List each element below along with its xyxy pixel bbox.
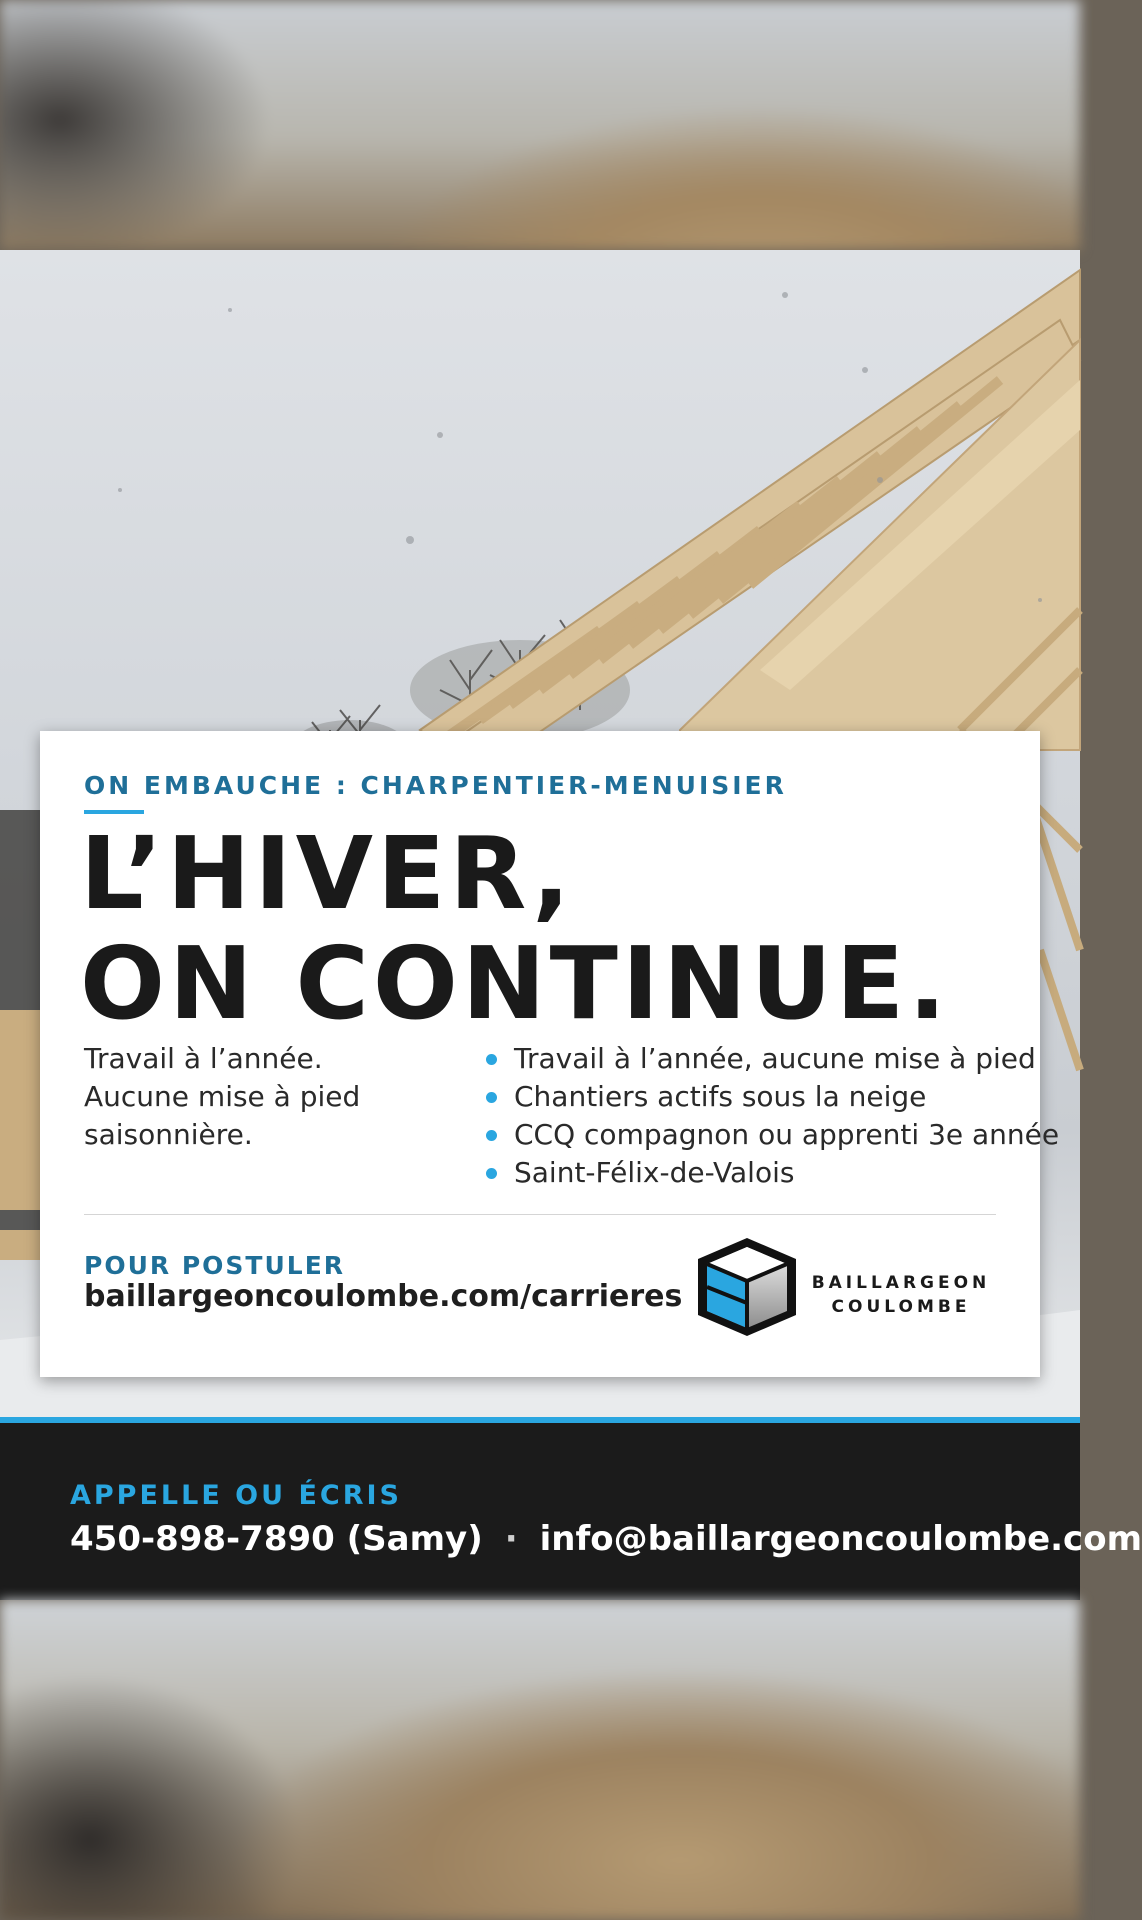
bullet-dot-icon (486, 1092, 497, 1103)
intro-line: Aucune mise à pied (84, 1080, 361, 1113)
intro-line: saisonnière. (84, 1118, 253, 1151)
contact-label: APPELLE OU ÉCRIS (70, 1480, 402, 1511)
benefit-text: CCQ compagnon ou apprenti 3e année (514, 1118, 1060, 1151)
headline (80, 815, 951, 1042)
contact-separator: · (504, 1519, 518, 1559)
logo-wordmark (806, 1271, 996, 1319)
benefit-text: Saint-Félix-de-Valois (514, 1156, 795, 1189)
intro-text (84, 1040, 424, 1154)
apply-label: POUR POSTULER (84, 1251, 346, 1280)
logo-line-1: BAILLARGEON (811, 1273, 991, 1293)
bullet-dot-icon (486, 1130, 497, 1141)
benefit-item (486, 1078, 1059, 1116)
logo-line-2: COULOMBE (831, 1297, 971, 1317)
eyebrow-underline (84, 810, 144, 814)
job-ad-card (40, 731, 1060, 1377)
benefit-item (486, 1116, 1059, 1154)
bullet-dot-icon (486, 1168, 497, 1179)
intro-line: Travail à l’année. (84, 1042, 323, 1075)
background-blur-bottom (0, 1600, 1080, 1920)
benefit-text: Travail à l’année, aucune mise à pied (514, 1042, 1036, 1075)
phone-link[interactable]: 450-898-7890 (Samy) (70, 1519, 483, 1559)
benefit-item (486, 1040, 1059, 1078)
benefits-list (486, 1040, 1059, 1192)
bullet-dot-icon (486, 1054, 497, 1065)
background-blur-top (0, 0, 1080, 250)
company-logo (694, 1235, 1004, 1339)
benefit-item (486, 1154, 1059, 1192)
card-divider (84, 1214, 996, 1215)
apply-link[interactable]: baillargeoncoulombe.com/carrieres (84, 1279, 683, 1314)
headline-line-1: L’HIVER, (80, 815, 575, 932)
contact-band (0, 1423, 1142, 1600)
contact-line (70, 1519, 1142, 1559)
hiring-eyebrow: ON EMBAUCHE : CHARPENTIER-MENUISIER (84, 771, 787, 800)
email-link[interactable]: info@baillargeoncoulombe.com (539, 1519, 1142, 1559)
benefit-text: Chantiers actifs sous la neige (514, 1080, 927, 1113)
headline-line-2: ON CONTINUE. (80, 925, 951, 1042)
baillargeon-coulombe-logo-icon (694, 1235, 800, 1339)
